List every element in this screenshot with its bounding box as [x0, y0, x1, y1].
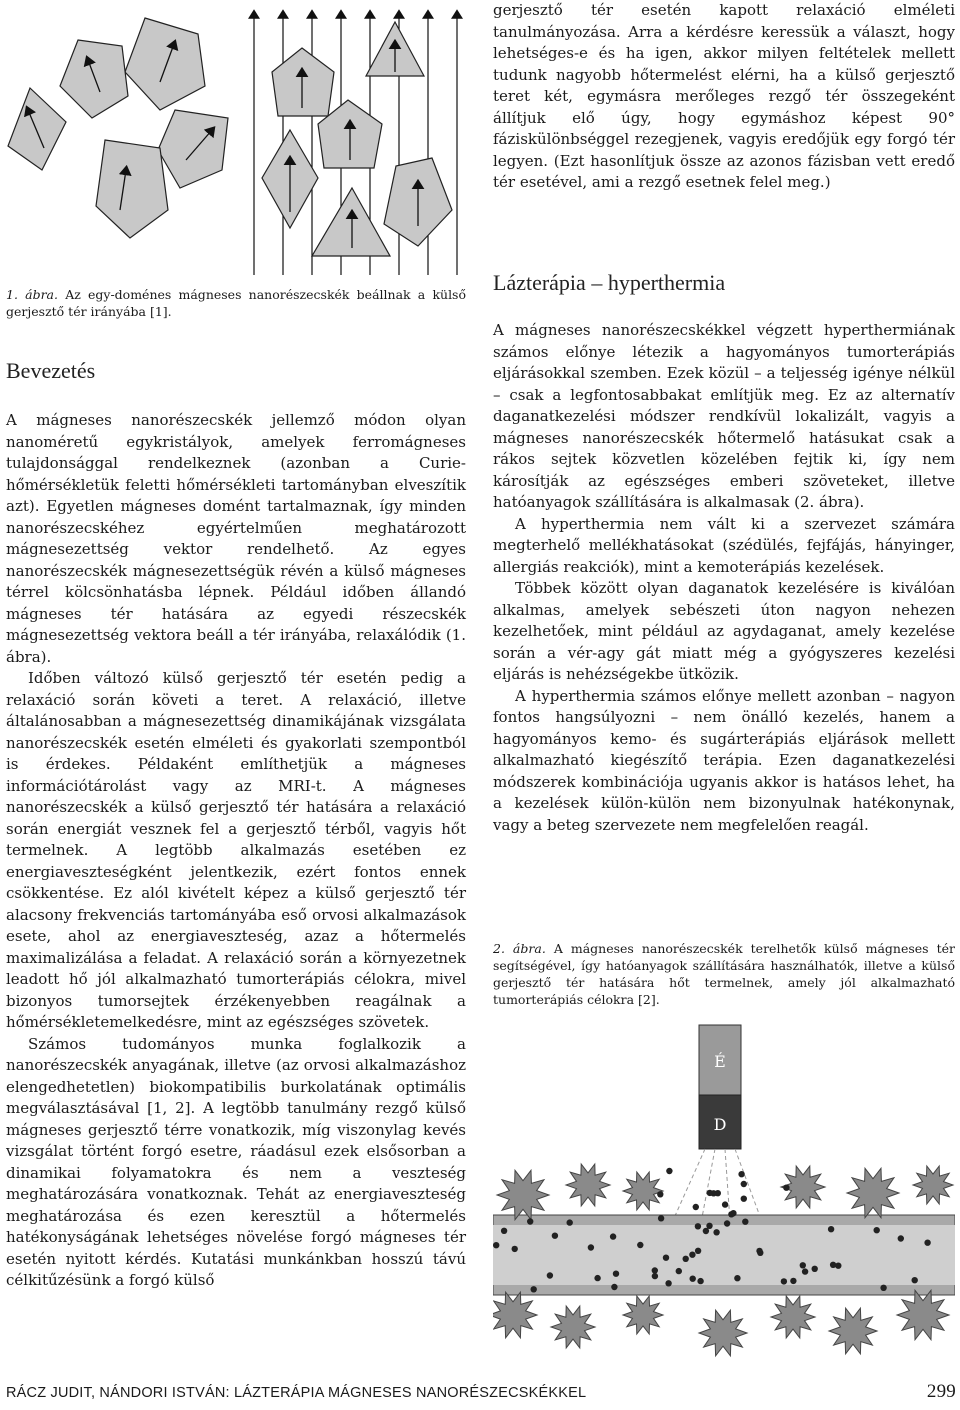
- nanoparticle: [783, 1185, 789, 1191]
- nanoparticle: [724, 1220, 730, 1226]
- nanoparticle: [880, 1285, 886, 1291]
- nanoparticle: [665, 1280, 671, 1286]
- nanoparticle: [898, 1235, 904, 1241]
- nanoparticle: [652, 1267, 658, 1273]
- nanoparticle: [501, 1228, 507, 1234]
- figure-2-label: 2. ábra.: [493, 941, 546, 956]
- figure-2-caption: [493, 940, 955, 1008]
- nanoparticle: [663, 1255, 669, 1261]
- nanoparticle: [527, 1218, 533, 1224]
- running-title: RÁCZ JUDIT, NÁNDORI ISTVÁN: LÁZTERÁPIA MÁGNESES NANORÉSZECSKÉKKEL: [6, 1385, 587, 1401]
- paragraph: A hyperthermia számos előnye mellett azonban – nagyon fontos hangsúlyozni – nem önálló kezelés, hanem a hagyományos kemo- és sugárterápiás eljárások mellett alkalmazható kiegészítő terápia. Ezen daganatkezelési módszerek kombinációja ugyanis akkor is hatásos lehet, ha a kezelések külön-külön nem bizonyulnak hatékonynak, vagy a beteg szervezete nem megfelelően reagál.: [493, 686, 955, 834]
- paragraph: A hyperthermia nem vált ki a szervezet számára megterhelő mellékhatásokat (szédülés, fejfájás, hányinger, allergiás reakciók), mint a kemoterápiás kezelések.: [493, 514, 955, 576]
- paragraph: gerjesztő tér esetén kapott relaxáció elméleti tanulmányozása. Arra a kérdésre keressük a választ, hogy lehetséges-e és ha igen, akkor milyen feltételek mellett tudunk nagyobb hőtermelést elérni, ha a külső gerjesztő teret két, egymásra merőleges rezgő tér összegeként állítjuk elő úgy, hogy egymáshoz képest 90° fáziskülönbséggel rezegjenek, vagyis eredőjük egy forgó tér legyen. (Ezt hasonlítjuk össze az azonos fázisban vett eredő tér esetével, ami a rezgő esetnek felel meg.): [493, 1, 955, 191]
- nanoparticle: [924, 1240, 930, 1246]
- nanoparticle: [547, 1272, 553, 1278]
- nanoparticle: [613, 1271, 619, 1277]
- nanoparticle: [493, 1242, 499, 1248]
- nanoparticle: [588, 1244, 594, 1250]
- nanoparticle: [802, 1268, 808, 1274]
- nanoparticle: [713, 1229, 719, 1235]
- nanoparticle: [706, 1223, 712, 1229]
- nanoparticle: [512, 1246, 518, 1252]
- aligned-particles: [262, 22, 452, 256]
- nanoparticle: [611, 1284, 617, 1290]
- nanoparticle: [722, 1201, 728, 1207]
- tumor-cell: [493, 1292, 537, 1338]
- nanoparticle: [683, 1256, 689, 1262]
- nanoparticle: [703, 1228, 709, 1234]
- nanoparticle: [710, 1190, 716, 1196]
- page-number: 299: [926, 1381, 956, 1402]
- paragraph: A mágneses nanorészecskék jellemző módon olyan nanoméretű egykristályok, amelyek ferromágneses tulajdonsággal rendelkeznek (azonban a Curie-hőmérsékletük feletti hőmérsékleti tartományban elveszítik azt). Egyetlen mágneses domént tartalmaznak, így minden nanorészecskéhez egyértelműen meghatározott mágnesezettség vektor rendelhető. Az egyes nanorészecskék mágnesezettségük révén a külső mágneses térrel kölcsönhatásba lépnek. Például időben állandó mágneses tér hatására az egyedi részecskék mágnesezettség vektora beáll a tér irányába, relaxálódik (1. ábra).: [6, 411, 466, 666]
- nanoparticle: [676, 1268, 682, 1274]
- tumor-cell: [551, 1306, 595, 1348]
- nanoparticle: [693, 1204, 699, 1210]
- nanoparticle: [757, 1250, 763, 1256]
- section-heading: Lázterápia – hyperthermia: [493, 270, 726, 295]
- nanoparticle: [695, 1223, 701, 1229]
- figure-2-illustration: [493, 1015, 955, 1360]
- nanoparticle: [912, 1277, 918, 1283]
- nanoparticle: [800, 1262, 806, 1268]
- paragraph: Időben változó külső gerjesztő tér esetén pedig a relaxáció során követi a teret. A relaxáció, illetve általánosabban a mágnesezettség dinamikájának vizsgálata nanorészecskék esetén elméleti és gyakorlati szempontból is érdekes. Példaként említhetjük a mágneses információtárolást vagy az MRI-t. A mágneses nanorészecskék a külső gerjesztő tér hatására a relaxáció során energiát vesznek fel a gerjesztő térből, vagyis hőt termelnek. A legtöbb alkalmazás esetében ez energiaveszteségként jelentkezik, ezért fontos ennek csökkentése. Ez alól kivételt képez a külső gerjesztő tér alacsony frekvenciás tartományába eső orvosi alkalmazások esete, ahol az energiaveszteség, azaz a hőtermelés maximalizálása a feladat. A relaxáció során a környezetnek leadott hő jól alkalmazható tumorterápiás célokra, mivel bizonyos tumorsejtek érzékenyebben reagálnak a hőmérsékletemelkedésre, mint az egészséges szövetek.: [6, 669, 466, 1031]
- nanoparticle: [730, 1210, 736, 1216]
- nanoparticle: [741, 1181, 747, 1187]
- tumor-cell: [566, 1164, 610, 1206]
- tumor-cell: [699, 1310, 747, 1356]
- nanoparticle: [666, 1168, 672, 1174]
- section-bevezetes: [6, 358, 466, 1292]
- nanoparticle: [742, 1219, 748, 1225]
- nanoparticle: [652, 1273, 658, 1279]
- nanoparticle: [594, 1275, 600, 1281]
- section-lazterapia: [493, 270, 955, 836]
- nanoparticle: [741, 1196, 747, 1202]
- nanoparticle: [697, 1278, 703, 1284]
- tumor-cell: [897, 1290, 949, 1339]
- paragraph: Többek között olyan daganatok kezelésére is kiválóan alkalmas, amelyek sebészeti úton nagyon nehezen kezelhetőek, mint például az agydaganat, amely kezelése során a vér-agy gát miatt még a gyógyszeres kezelési eljárás is nehézségekbe ütközik.: [493, 579, 955, 683]
- nanoparticle: [531, 1286, 537, 1292]
- figure-1-label: 1. ábra.: [6, 287, 58, 302]
- page-footer: [6, 1381, 956, 1402]
- paragraph: A mágneses nanorészecskékkel végzett hyperthermiának számos előnye létezik a hagyományos tumorterápiás eljárásokkal szemben. Ezek közül – a teljesség igénye nélkül – csak a legfontosabbakat említjük meg. Ez az alternatív daganatkezelési módszer rendkívül lokalizált, vagyis a mágneses nanorészecskék hőtermelő hatásukat csak a rákos sejtek közvetlen közelében fejtik ki, így nem károsítják az egészséges emberi szöveteket, illetve hatóanyagok szállítására is alkalmasak (2. ábra).: [493, 321, 955, 511]
- right-top-text: [493, 0, 955, 194]
- figure-1-caption-text: Az egy-doménes mágneses nanorészecskék beállnak a külső gerjesztő tér irányába [1].: [6, 287, 467, 319]
- tumor-cell: [913, 1166, 953, 1204]
- nanoparticle: [812, 1266, 818, 1272]
- nanoparticle: [610, 1233, 616, 1239]
- nanoparticle: [695, 1248, 701, 1254]
- nanoparticle: [828, 1226, 834, 1232]
- nanoparticle: [657, 1191, 663, 1197]
- tumor-cell: [771, 1296, 815, 1338]
- magnet-north-label: É: [714, 1052, 726, 1071]
- nanoparticle: [567, 1219, 573, 1225]
- magnet-south-label: D: [713, 1115, 727, 1134]
- nanoparticle: [689, 1252, 695, 1258]
- nanoparticle: [734, 1275, 740, 1281]
- nanoparticle: [658, 1215, 664, 1221]
- nanoparticle: [637, 1242, 643, 1248]
- nanoparticle: [690, 1276, 696, 1282]
- section-heading: Bevezetés: [6, 358, 96, 383]
- figure-1-illustration: [0, 0, 470, 280]
- nanoparticle: [552, 1233, 558, 1239]
- nanoparticle: [830, 1262, 836, 1268]
- figure-1-caption: [6, 286, 466, 320]
- tumor-cell: [623, 1296, 663, 1334]
- nanoparticle: [781, 1278, 787, 1284]
- nanoparticle: [738, 1171, 744, 1177]
- tumor-cell: [497, 1170, 549, 1219]
- nanoparticle: [790, 1278, 796, 1284]
- random-particles: [8, 18, 228, 238]
- tumor-cell: [847, 1168, 899, 1217]
- tumor-cell: [829, 1308, 877, 1354]
- paragraph: Számos tudományos munka foglalkozik a nanorészecskék anyagának, illetve (az orvosi alkalmazáshoz elengedhetetlen) biokompatibilis burkolatának optimális megválasztásával [1, 2]. A legtöbb tanulmány rezgő külső mágneses gerjesztő térre vonatkozik, míg viszonylag kevés vizsgálat történt forgó esetre, ráadásul ezek elsősorban a dinamikai folyamatokra és nem a veszteség meghatározására vonatkoznak. Tehát az energiaveszteség meghatározása és ezen keresztül a hőtermelés hatékonyságának lehetséges növelése forgó mágneses tér esetén nyitott kérdés. Kutatási munkánkban hosszú távú célkitűzésünk a forgó külső: [6, 1034, 466, 1289]
- figure-2-caption-text: A mágneses nanorészecskék terelhetők külső mágneses tér segítségével, így hatóanyagok szállítására használhatók, illetve a külső gerjesztő tér hatására hőt termelnek, amely jól alkalmazható tumorterápiás célokra [2].: [493, 941, 955, 1007]
- tumor-cell: [623, 1172, 663, 1210]
- nanoparticle: [874, 1227, 880, 1233]
